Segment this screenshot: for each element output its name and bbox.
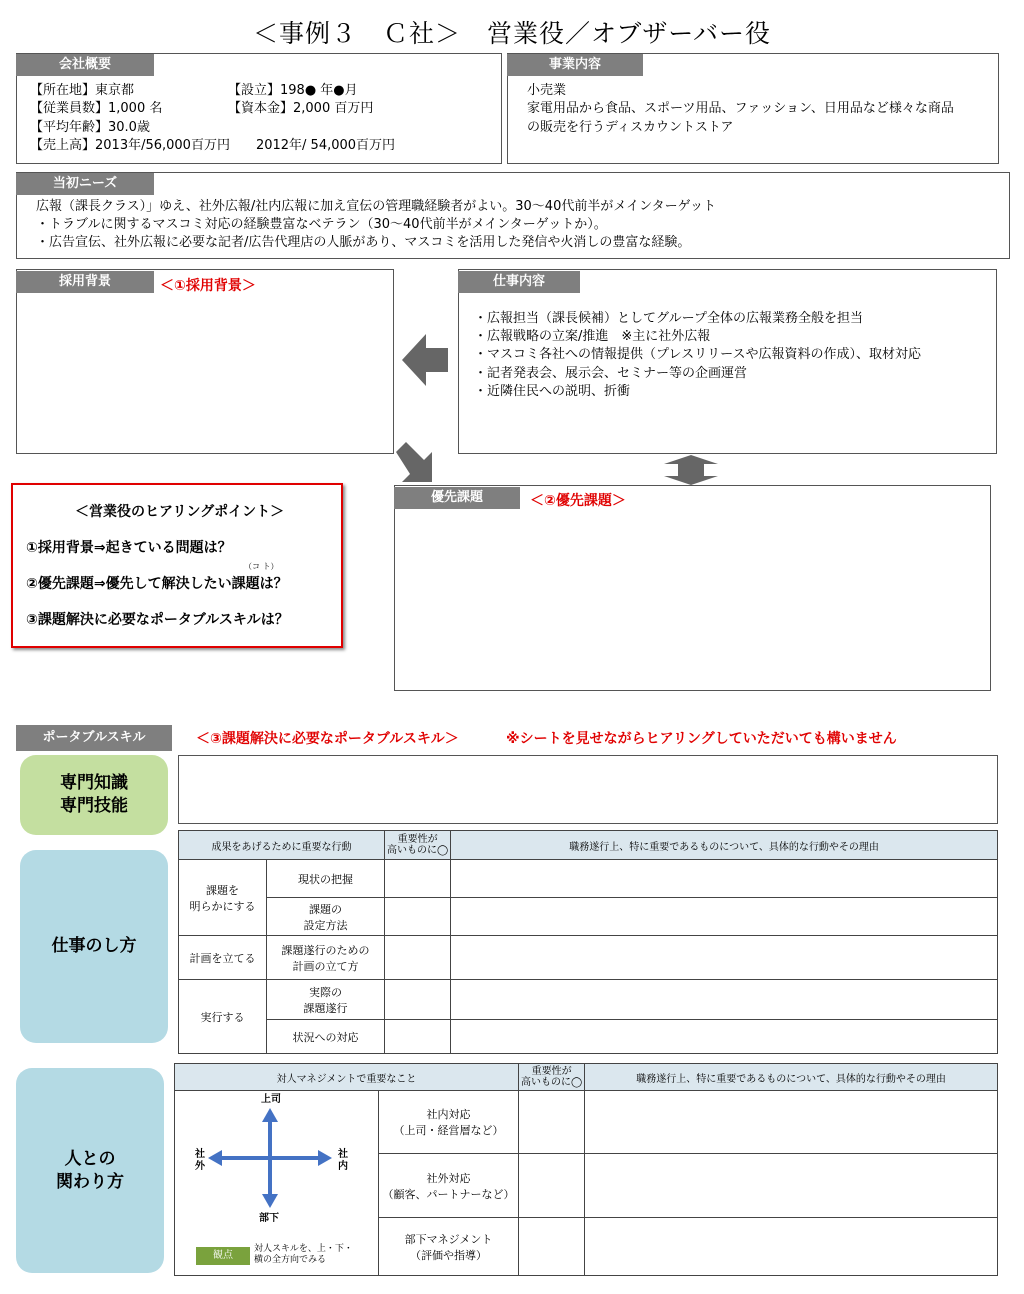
- business-tag: 事業内容: [507, 54, 643, 76]
- priority-tag: 優先課題: [394, 487, 520, 509]
- hiring-tag: 採用背景: [16, 271, 154, 293]
- relations-label: 人との 関わり方: [56, 1148, 124, 1192]
- work-reason-3[interactable]: [451, 936, 998, 980]
- rel-left-label: 社 外: [195, 1149, 205, 1172]
- rel-down-label: 部下: [259, 1213, 279, 1224]
- work-table: [178, 830, 998, 1054]
- work-pill: [20, 850, 168, 1043]
- rel-row-subordinate-text: 部下マネジメント （評価や指導）: [404, 1232, 493, 1262]
- rel-header-management: 対人マネジメントで重要なこと: [175, 1064, 519, 1091]
- cross-arrow-icon: [208, 1108, 332, 1208]
- company-tag: 会社概要: [16, 54, 154, 76]
- business-line-3: の販売を行うディスカウントストア: [527, 120, 734, 135]
- expertise-pill: [20, 755, 168, 835]
- rel-up-label: 上司: [261, 1094, 281, 1105]
- priority-label: ＜②優先課題＞: [530, 493, 626, 509]
- work-check-2[interactable]: [385, 898, 451, 936]
- rel-row-external-text: 社外対応 （顧客、パートナーなど）: [382, 1171, 515, 1201]
- rel-row-internal: [379, 1091, 519, 1154]
- job-tag: 仕事内容: [458, 271, 580, 293]
- work-header-reason: 職務遂行上、特に重要であるものについて、具体的な行動やその理由: [451, 831, 998, 860]
- hearing-point-1: ①採用背景⇒起きている問題は？: [26, 540, 232, 556]
- job-line-5: ・近隣住民への説明、折衝: [474, 384, 631, 399]
- rel-row-external: [379, 1154, 519, 1218]
- business-line-1: 小売業: [527, 83, 567, 98]
- hearing-point-3: ③課題解決に必要なポータブルスキルは？: [26, 612, 289, 628]
- needs-tag: 当初ニーズ: [16, 173, 154, 195]
- work-group-clarify: [179, 860, 267, 936]
- job-line-4: ・記者発表会、展示会、セミナー等の企画運営: [474, 366, 748, 381]
- company-employees: 【従業員数】1,000 名: [30, 101, 163, 116]
- hiring-label: ＜①採用背景＞: [160, 278, 256, 294]
- work-row-execution: [267, 980, 385, 1020]
- work-label: 仕事のし方: [51, 936, 137, 956]
- expertise-input-area[interactable]: [178, 755, 998, 824]
- company-capital: 【資本金】2,000 百万円: [228, 101, 374, 116]
- work-reason-1[interactable]: [451, 860, 998, 898]
- expertise-label: 専門知識 専門技能: [60, 773, 128, 816]
- rel-row-internal-text: 社内対応 （上司・経営層など）: [393, 1108, 504, 1137]
- portable-tag: ポータブルスキル: [16, 725, 172, 751]
- work-check-1[interactable]: [385, 860, 451, 898]
- portable-note: ※シートを見せながらヒアリングしていただいても構いません: [506, 731, 897, 747]
- rel-right-label: 社 内: [338, 1149, 348, 1172]
- rel-header-importance-text: 重要性が 高いものに◯: [521, 1066, 583, 1088]
- company-avg-age: 【平均年齢】30.0歳: [30, 120, 150, 135]
- work-row-plan: [267, 936, 385, 980]
- relations-pill: [16, 1068, 164, 1273]
- rel-check-1[interactable]: [519, 1091, 585, 1154]
- rel-reason-2[interactable]: [585, 1154, 998, 1218]
- portable-label: ＜③課題解決に必要なポータブルスキル＞: [196, 731, 459, 747]
- needs-line-3: ・広告宣伝、社外広報に必要な記者/広告代理店の人脈があり、マスコミを活用した発信や火消しの豊富な経験。: [36, 235, 691, 250]
- view-text: 対人スキルを、上・下・ 横の全方向でみる: [254, 1244, 353, 1265]
- down-right-arrow-icon: [392, 438, 440, 486]
- work-row-setting: [267, 898, 385, 936]
- company-founded: 【設立】198● 年●月: [228, 83, 358, 98]
- work-group-execute: 実行する: [179, 980, 267, 1054]
- work-header-action: 成果をあげるために重要な行動: [179, 831, 385, 860]
- work-row-execution-text: 実際の 課題遂行: [303, 985, 348, 1015]
- work-check-5[interactable]: [385, 1020, 451, 1054]
- hearing-title: ＜営業役のヒアリングポイント＞: [75, 504, 285, 520]
- company-location: 【所在地】東京都: [30, 83, 135, 98]
- work-group-clarify-text: 課題を 明らかにする: [189, 883, 256, 913]
- company-sales: 【売上高】2013年/56,000百万円 2012年/ 54,000百万円: [30, 138, 396, 153]
- rel-header-importance: [519, 1064, 585, 1091]
- work-group-plan: 計画を立てる: [179, 936, 267, 980]
- job-line-1: ・広報担当（課長候補）としてグループ全体の広報業務全般を担当: [474, 311, 863, 326]
- priority-box: [394, 485, 991, 691]
- work-reason-5[interactable]: [451, 1020, 998, 1054]
- view-tag: 観点: [196, 1247, 250, 1265]
- needs-line-1: 広報（課長クラス）」ゆえ、社外広報/社内広報に加え宣伝の管理職経験者がよい。30～40代前半がメインターゲット: [36, 199, 717, 214]
- work-row-plan-text: 課題遂行のための 計画の立て方: [281, 943, 370, 973]
- work-row-grasp: 現状の把握: [267, 860, 385, 898]
- hearing-point-2: ②優先課題⇒優先して解決したい課題は？: [26, 576, 288, 592]
- work-header-importance: [385, 831, 451, 860]
- job-line-3: ・マスコミ各社への情報提供（プレスリリースや広報資料の作成）、取材対応: [474, 347, 921, 362]
- hiring-box: [16, 269, 394, 454]
- work-row-setting-text: 課題の 設定方法: [303, 902, 348, 932]
- work-header-importance-text: 重要性が 高いものに◯: [387, 834, 449, 856]
- rel-row-subordinate: [379, 1218, 519, 1276]
- left-arrow-icon: [402, 334, 450, 386]
- rel-reason-3[interactable]: [585, 1218, 998, 1276]
- work-check-3[interactable]: [385, 936, 451, 980]
- work-check-4[interactable]: [385, 980, 451, 1020]
- rel-reason-1[interactable]: [585, 1091, 998, 1154]
- rel-check-2[interactable]: [519, 1154, 585, 1218]
- work-row-response: 状況への対応: [267, 1020, 385, 1054]
- hearing-ruby: （コ ト）: [244, 562, 279, 571]
- rel-header-reason: 職務遂行上、特に重要であるものについて、具体的な行動やその理由: [585, 1064, 998, 1091]
- work-reason-2[interactable]: [451, 898, 998, 936]
- rel-check-3[interactable]: [519, 1218, 585, 1276]
- job-line-2: ・広報戦略の立案/推進 ※主に社外広報: [474, 329, 711, 344]
- work-reason-4[interactable]: [451, 980, 998, 1020]
- up-down-arrow-icon: [664, 455, 718, 485]
- business-line-2: 家電用品から食品、スポーツ用品、ファッション、日用品など様々な商品: [527, 101, 954, 116]
- needs-line-2: ・トラブルに関するマスコミ対応の経験豊富なベテラン（30～40代前半がメインターゲットか）。: [36, 217, 607, 232]
- page-title: ＜事例３ Ｃ社＞ 営業役／オブザーバー役: [252, 19, 771, 48]
